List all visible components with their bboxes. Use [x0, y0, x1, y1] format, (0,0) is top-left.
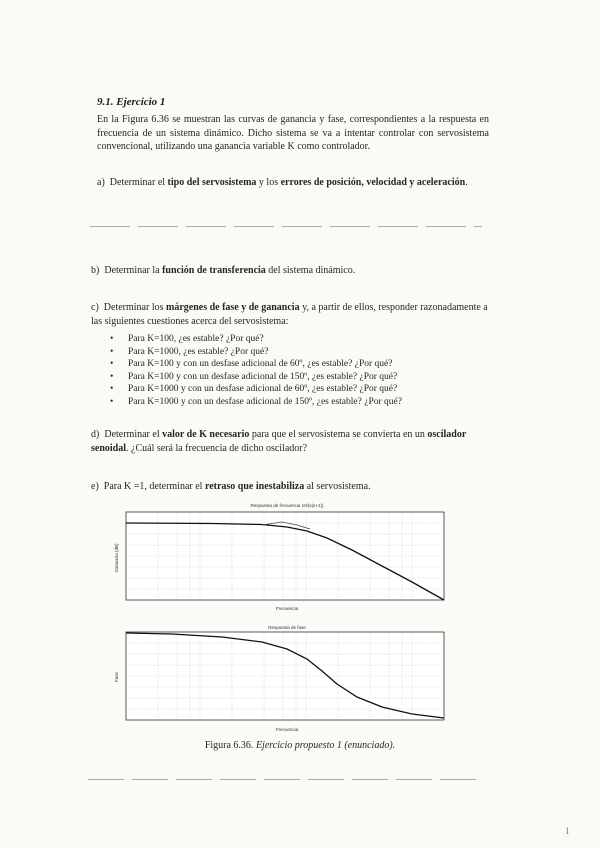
bullet-item: • Para K=100 y con un desfase adicional de 150º, ¿es estable? ¿Por qué?	[110, 371, 398, 382]
question-b-pre: Determinar la	[104, 265, 163, 276]
bullet-item: • Para K=1000 y con un desfase adicional de 150º, ¿es estable? ¿Por qué?	[110, 396, 402, 407]
question-c-label: c)	[91, 302, 99, 313]
page-marker: 1	[565, 826, 570, 836]
question-a-label: a)	[97, 177, 105, 188]
answer-line-bottom	[88, 779, 482, 780]
question-d-bold1: valor de K necesario	[162, 429, 250, 440]
question-e-bold1: retraso que inestabiliza	[204, 481, 305, 492]
question-e-label: e)	[91, 481, 99, 492]
section-number: 9.1.	[97, 96, 114, 108]
question-e-pre: Para K =1, determinar el	[103, 481, 205, 492]
answer-line-a	[90, 226, 482, 227]
question-d	[91, 428, 491, 455]
bullet-item: • Para K=1000, ¿es estable? ¿Por qué?	[110, 346, 269, 357]
question-b-post: del sistema dinámico.	[265, 265, 356, 276]
question-b-label: b)	[91, 265, 100, 276]
gain-xlabel: Frecuencia	[275, 606, 299, 611]
question-e-post: al servosistema.	[304, 481, 371, 492]
gain-plot-title: Respuesta de frecuencia 10/(s(s+1))	[250, 503, 324, 508]
phase-xlabel: Frecuencia	[275, 727, 299, 732]
question-d-bold2: oscilador senoidal	[91, 429, 467, 454]
question-c	[91, 301, 491, 328]
phase-ylabel: Fase	[114, 671, 119, 683]
gain-plot	[112, 498, 452, 616]
question-d-label: d)	[91, 429, 100, 440]
question-a-mid: y los	[256, 177, 281, 188]
question-a-bold1: tipo del servosistema	[167, 177, 257, 188]
phase-plot-title: Respuesta de fase	[268, 625, 306, 630]
question-a-pre: Determinar el	[109, 177, 168, 188]
bullet-item: • Para K=100 y con un desfase adicional de 60º, ¿es estable? ¿Por qué?	[110, 359, 393, 370]
question-a	[97, 176, 487, 190]
question-c-mid: y, a partir de ellos, responder razonadamente a las siguientes cuestiones acerca del servosistema:	[91, 302, 488, 327]
question-c-bold1: márgenes de fase y de ganancia	[165, 302, 300, 313]
question-d-pre: Determinar el	[104, 429, 163, 440]
caption-prefix: Figura 6.36.	[204, 740, 254, 751]
question-b-bold1: función de transferencia	[162, 265, 266, 276]
question-a-bold2: errores de posición, velocidad y aceleración	[280, 177, 466, 188]
question-d-mid: para que el servosistema se convierta en un	[249, 429, 428, 440]
question-e	[91, 480, 491, 494]
bullet-item: • Para K=100, ¿es estable? ¿Por qué?	[110, 334, 264, 344]
phase-plot	[112, 622, 452, 736]
section-title: Ejercicio 1	[116, 96, 166, 108]
caption-italic: Ejercicio propuesto 1 (enunciado).	[255, 740, 396, 751]
question-d-post: . ¿Cuál será la frecuencia de dicho oscilador?	[126, 442, 308, 454]
question-c-pre: Determinar los	[103, 302, 166, 313]
figure-caption	[150, 740, 450, 751]
gain-ylabel: Ganancia (dB)	[114, 543, 119, 573]
question-c-bullet-list	[110, 333, 490, 409]
question-a-post: .	[465, 177, 468, 188]
bullet-item: • Para K=1000 y con un desfase adicional de 60º, ¿es estable? ¿Por qué?	[110, 384, 398, 395]
intro-paragraph: En la Figura 6.36 se muestran las curvas de ganancia y fase, correspondientes a la respuesta en frecuencia de un sistema dinámico. Dicho sistema se va a intentar controlar con servosistema convencional, utilizando una ganancia variable K como controlador.	[97, 114, 489, 152]
section-heading	[97, 96, 165, 108]
question-b	[91, 264, 491, 278]
